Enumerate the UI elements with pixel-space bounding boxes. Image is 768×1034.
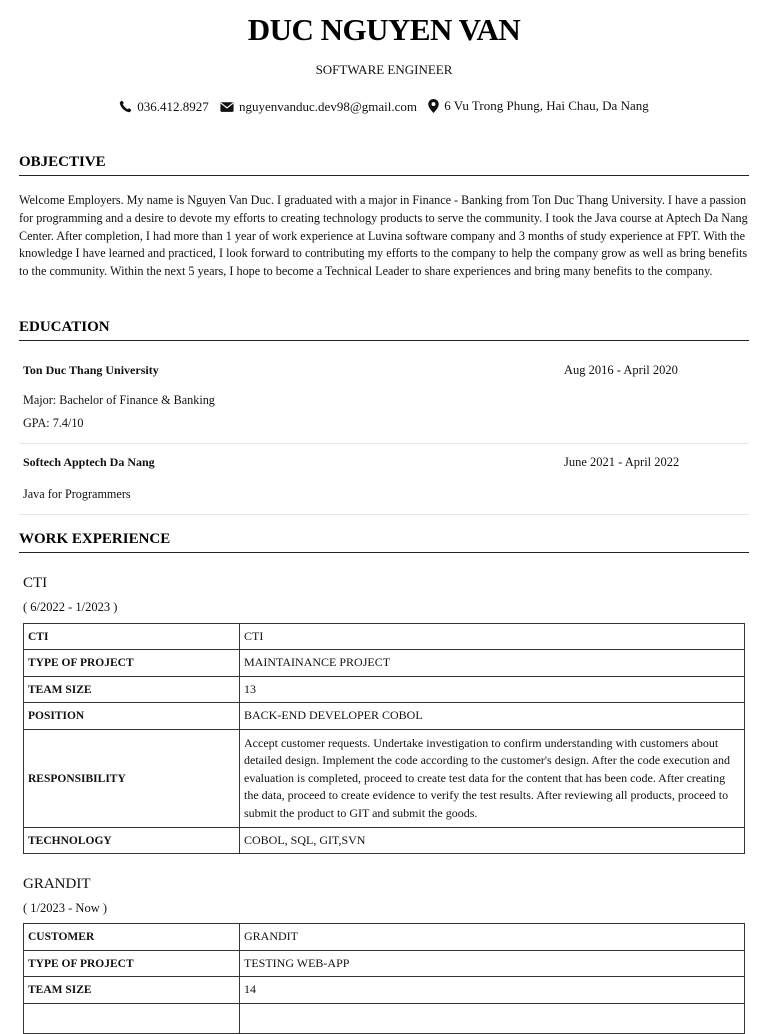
job-period: ( 1/2023 - Now ) xyxy=(23,901,108,915)
table-row xyxy=(24,703,745,730)
row-key: TYPE OF PROJECT xyxy=(24,650,240,677)
phone-text: 036.412.8927 xyxy=(137,98,209,114)
table-row xyxy=(24,1004,745,1034)
table-row xyxy=(24,677,745,703)
row-value: MAINTAINANCE PROJECT xyxy=(240,650,745,677)
row-value: BACK-END DEVELOPER COBOL xyxy=(240,703,745,730)
email-text: nguyenvanduc.dev98@gmail.com xyxy=(238,99,418,114)
education-gpa: GPA: 7.4/10 xyxy=(23,416,84,430)
row-key: POSITION xyxy=(24,703,240,730)
row-value xyxy=(240,1004,745,1034)
map-pin-icon xyxy=(428,99,439,113)
row-key: CUSTOMER xyxy=(24,924,240,951)
row-value: COBOL, SQL, GIT,SVN xyxy=(240,828,745,854)
address-text: 6 Vu Trong Phung, Hai Chau, Da Nang xyxy=(444,98,649,113)
work-heading: WORK EXPERIENCE xyxy=(19,531,749,553)
row-value: 14 xyxy=(240,977,745,1004)
phone-icon xyxy=(119,100,132,113)
contact-phone xyxy=(119,99,209,115)
row-value: GRANDIT xyxy=(240,924,745,951)
contact-email xyxy=(220,99,417,115)
envelope-icon xyxy=(220,101,234,113)
row-value: TESTING WEB-APP xyxy=(240,951,745,977)
table-row xyxy=(24,828,745,854)
row-value: 13 xyxy=(240,677,745,703)
row-key: TEAM SIZE xyxy=(24,677,240,703)
table-row xyxy=(24,977,745,1004)
row-value: CTI xyxy=(240,624,745,650)
row-key: TYPE OF PROJECT xyxy=(24,951,240,977)
row-key: RESPONSIBILITY xyxy=(24,730,240,828)
school-name: Softech Apptech Da Nang xyxy=(23,455,155,469)
education-major: Major: Bachelor of Finance & Banking xyxy=(23,393,215,407)
job-period: ( 6/2022 - 1/2023 ) xyxy=(23,600,118,614)
contact-address xyxy=(428,98,648,114)
row-key xyxy=(24,1004,240,1034)
education-heading: EDUCATION xyxy=(19,319,749,341)
table-row xyxy=(24,951,745,977)
education-course: Java for Programmers xyxy=(23,487,131,501)
row-value: Accept customer requests. Undertake investigation to confirm understanding with customers about detailed design. Implement the code according to the customer's design. After the code execution and evaluation is completed, proceed to create test data for the content that has been code. After creating the data, proceed to create evidence to verify the test results. After reviewing all products, proceed to submit the product to GIT and submit the goods. xyxy=(240,730,745,828)
table-row xyxy=(24,924,745,951)
contact-bar xyxy=(0,98,768,117)
row-key: CTI xyxy=(24,624,240,650)
job-title: SOFTWARE ENGINEER xyxy=(315,62,453,77)
school-name: Ton Duc Thang University xyxy=(23,363,159,377)
company-name: GRANDIT xyxy=(23,876,91,892)
project-table xyxy=(23,923,745,1034)
table-row xyxy=(24,730,745,828)
objective-heading: OBJECTIVE xyxy=(19,154,749,176)
objective-text: Welcome Employers. My name is Nguyen Van Duc. I graduated with a major in Finance - Banking from Ton Duc Thang University. I have a passion for programming and a desire to devote my efforts to creating technology products to serve the community. I took the Java course at Aptech Da Nang Center. After completion, I had more than 1 year of work experience at Luvina software company and 3 months of study experience at FPT. With the knowledge I have learned and practiced, I look forward to contributing my efforts to the company to help the company grow as well as bring benefits to the community. Within the next 5 years, I hope to become a Technical Leader to share experiences and bring many benefits to the company. xyxy=(19,193,748,279)
project-table xyxy=(23,623,745,854)
divider xyxy=(19,514,749,515)
row-key: TECHNOLOGY xyxy=(24,828,240,854)
row-key: TEAM SIZE xyxy=(24,977,240,1004)
education-item xyxy=(23,455,749,501)
table-row xyxy=(24,624,745,650)
table-row xyxy=(24,650,745,677)
company-name: CTI xyxy=(23,575,48,591)
education-date: Aug 2016 - April 2020 xyxy=(564,363,678,377)
education-item xyxy=(23,363,749,430)
education-date: June 2021 - April 2022 xyxy=(564,455,680,469)
divider xyxy=(19,443,749,444)
candidate-name: DUC NGUYEN VAN xyxy=(247,12,521,47)
